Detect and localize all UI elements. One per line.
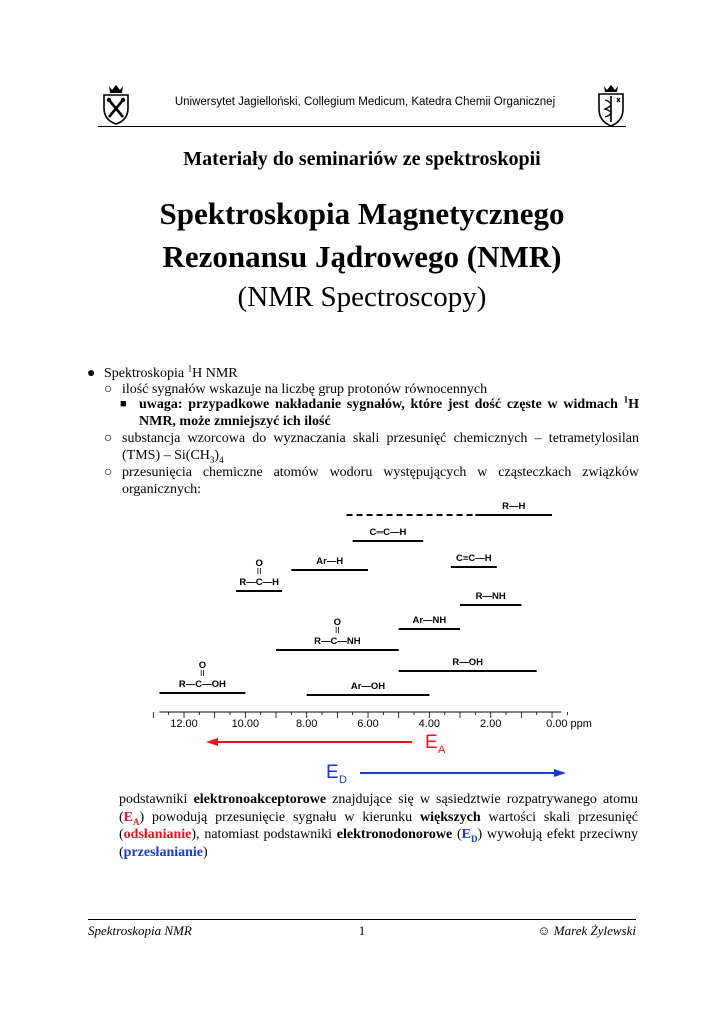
range-label-alkyne: C≡C—H	[456, 553, 492, 564]
page-subtitle: Materiały do seminariów ze spektroskopii	[183, 148, 541, 170]
ea-arrow-head	[206, 738, 218, 746]
ed-symbol: $E_D$	[461, 827, 478, 844]
bullet-nmr: Spektroskopia $^1$H NMR	[104, 363, 238, 381]
range-label-carboxylic: R—C—OH	[178, 679, 226, 690]
range-label-amine: R—NH	[475, 591, 506, 602]
summary-paragraph: podstawniki elektronoakceptorowe znajdujące się w sąsiedztwie rozpatrywanego atomu $(E_A)$ powodują przesunięcie sygnału w kierunku większych wartości skali przesunięć (odsłanianie), natomiast podstawniki elektronodonorowe $(E_D)$ wywołują efekt przeciwny (przesłanianie)	[119, 792, 639, 860]
tick-label: 12.00	[170, 718, 198, 730]
tick-label: 8.00	[295, 718, 318, 730]
ea-arrow-label-sub: A	[438, 744, 446, 756]
page-number: 1	[358, 923, 366, 938]
bullet-circle-icon: ○	[104, 382, 113, 397]
bullet-overlap-note: uwaga: przypadkowe nakładanie sygnałów, które jest dość częste w widmach $^1$H NMR, może zmniejszyć ich ilość	[139, 394, 639, 429]
header-divider	[98, 126, 626, 127]
bullet-signal-count: ilość sygnałów wskazuje na liczbę grup protonów równocennych	[122, 382, 488, 397]
range-label-top-carboxylic: O	[198, 660, 207, 671]
range-label-alkene: C═C—H	[369, 527, 407, 538]
header-institution: Uniwersytet Jagielloński, Collegium Medicum, Katedra Chemii Organicznej	[174, 96, 556, 108]
ed-arrow-label-sub: D	[339, 774, 347, 786]
range-label-R-H: R—H	[502, 501, 526, 512]
range-label-phenol: Ar—OH	[350, 681, 386, 692]
bullet-square-icon: ■	[120, 398, 127, 410]
bullet-circle-icon: ○	[104, 465, 113, 480]
deshielding-term: odsłanianie	[123, 827, 192, 842]
title-line-2: Rezonansu Jądrowego (NMR)	[162, 239, 562, 274]
bullet-circle-icon: ○	[104, 431, 113, 446]
footer-author: ☺ Marek Żylewski	[537, 923, 636, 938]
shielding-term: przesłanianie	[123, 844, 204, 860]
range-label-arylamine: Ar—NH	[412, 615, 447, 626]
bullet-chemical-shifts: przesunięcia chemiczne atomów wodoru występujących w cząsteczkach związków organicznych:	[122, 465, 639, 497]
tick-label: 2.00	[479, 718, 502, 730]
range-label-aldehyde: R—C—H	[239, 577, 279, 588]
university-crest-icon	[98, 82, 134, 131]
tick-label: 6.00	[357, 718, 379, 730]
range-label-amide: R—C—NH	[314, 636, 361, 647]
ed-arrow-head	[554, 769, 566, 777]
ea-arrow-label: E	[425, 732, 438, 753]
range-label-top-amide: O	[333, 617, 342, 628]
ed-arrow-label: E	[326, 762, 339, 783]
range-label-aromatic: Ar—H	[316, 556, 344, 567]
tick-label: 10.00	[231, 718, 260, 730]
arrow-layer	[206, 732, 566, 786]
ea-symbol: $E_A$	[123, 809, 140, 827]
range-label-alcohol: R—OH	[452, 657, 484, 668]
footer-divider	[88, 919, 636, 920]
tick-label: 4.00	[418, 718, 441, 730]
bullet-disc-icon: ●	[87, 366, 96, 381]
axis-layer	[153, 712, 592, 730]
tick-label: 0.00 ppm	[546, 718, 592, 730]
range-label-top-aldehyde: O	[255, 558, 263, 569]
title-line-1: Spektroskopia Magnetycznego	[159, 196, 565, 231]
title-line-3: (NMR Spectroscopy)	[237, 281, 487, 313]
nmr-shift-chart	[120, 495, 600, 790]
footer-title: Spektroskopia NMR	[88, 923, 192, 938]
ranges-layer	[159, 501, 552, 695]
bullet-tms: substancja wzorcowa do wyznaczania skali przesunięć chemicznych – tetrametylosilan $(TMS) - Si(CH_3)_4$	[122, 431, 639, 465]
